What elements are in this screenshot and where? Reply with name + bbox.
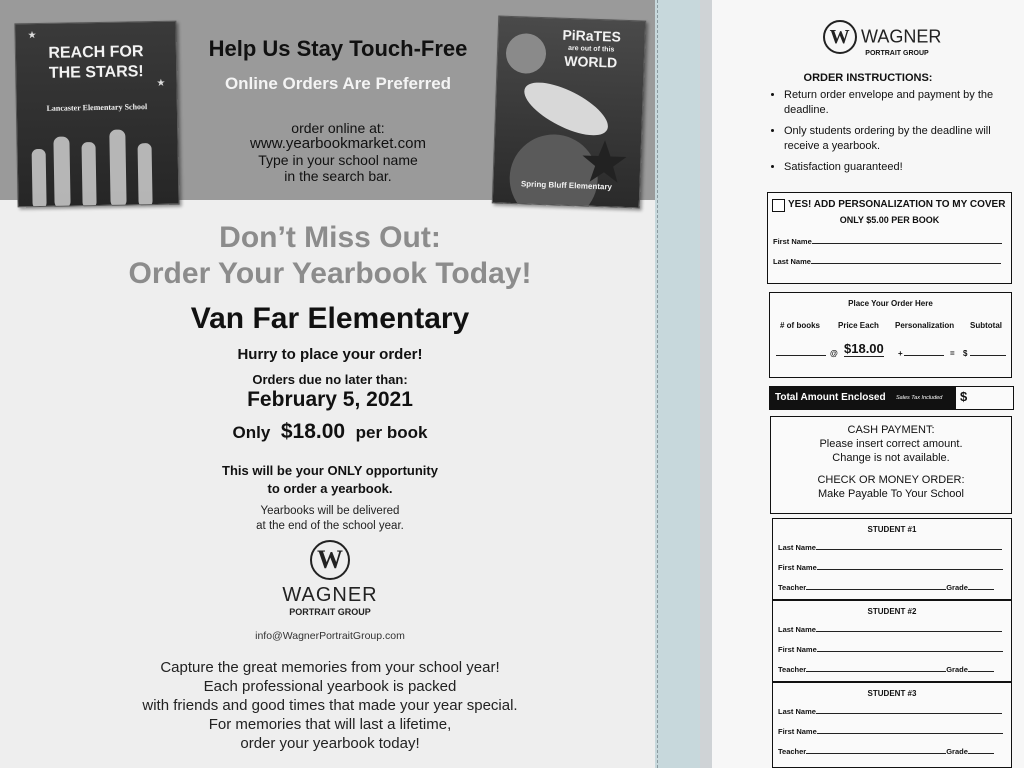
only-opportunity [30,462,630,498]
price-line [30,420,630,444]
student-last-name-field[interactable] [816,713,1002,714]
headline: Help Us Stay Touch-Free [208,36,468,61]
per-book-label: per book [355,423,428,442]
student-last-name-field[interactable] [816,549,1002,550]
cash-line: Change is not available. [832,452,950,464]
col-personalization: Personalization [895,321,955,330]
plus-sign: + [898,349,903,358]
student-last-name-row [778,707,1002,716]
cash-title: CASH PAYMENT: [847,424,935,436]
capture-line: with friends and good times that made your year special. [142,697,518,714]
top-banner [0,0,655,200]
teacher-label: Teacher [778,583,807,592]
due-date: February 5, 2021 [247,388,413,411]
subheadline: Online Orders Are Preferred [224,74,452,93]
student-box [772,600,1012,682]
order-today-line: Order Your Yearbook Today! [128,257,532,290]
student-box [772,518,1012,600]
books-field[interactable] [776,345,826,356]
school-name: Van Far Elementary [190,302,470,335]
cash-line: Please insert correct amount. [819,438,963,450]
price-each-value: $18.00 [844,341,884,356]
logo-subtext: PORTRAIT GROUP [289,607,371,617]
form-wagner-logo [812,20,952,57]
order-url: www.yearbookmarket.com [250,135,426,152]
online-instructions [186,120,490,184]
student-first-name-row [778,563,1003,572]
capture-line: For memories that will last a lifetime, [208,716,452,733]
total-dollar: $ [960,389,968,404]
student-first-name-field[interactable] [817,733,1003,734]
student-teacher-row [778,583,994,592]
teacher-label: Teacher [778,665,807,674]
teacher-field[interactable] [806,753,946,754]
instruction-item: • Only students ordering by the deadline will receive a yearbook. [784,124,1024,154]
subtotal-field[interactable] [970,345,1006,356]
teacher-label: Teacher [778,747,807,756]
instructions-title: ORDER INSTRUCTIONS: [803,72,933,84]
only-opportunity-line: This will be your ONLY opportunity [222,463,438,478]
personalization-price: ONLY $5.00 PER BOOK [839,215,940,225]
personalization-checkbox[interactable] [772,199,785,212]
last-name-label: Last Name [778,707,816,716]
student-teacher-row [778,747,994,756]
order-form [712,0,1024,768]
capture-line: order your yearbook today! [240,735,420,752]
yearbook-cover-right [492,15,646,208]
cover-left-title: REACH FOR THE STARS! [48,43,144,82]
star-icon: ★ [27,30,37,42]
place-order-box [769,292,1012,378]
instruction-line: Type in your school name [258,152,418,168]
form-logo-text: WAGNER [861,26,942,47]
cover-right-school: Spring Bluff Elementary [520,179,613,192]
check-title: CHECK OR MONEY ORDER: [817,474,965,486]
sales-tax-note: Sales Tax Included [896,395,943,401]
grade-label: Grade [946,583,968,592]
first-name-field[interactable] [812,243,1002,244]
student-title: STUDENT #3 [867,689,917,698]
instruction-item: • Satisfaction guaranteed! [784,160,1024,175]
delivery-line: at the end of the school year. [256,520,404,532]
student-first-name-field[interactable] [817,651,1003,652]
personalization-title: YES! ADD PERSONALIZATION TO MY COVER [788,199,1006,210]
last-name-label: Last Name [778,543,816,552]
grade-field[interactable] [968,671,994,672]
grade-label: Grade [946,665,968,674]
first-name-label: First Name [778,727,817,736]
student-first-name-field[interactable] [817,569,1003,570]
capture-line: Capture the great memories from your school year! [160,659,500,676]
instruction-line: in the search bar. [284,168,392,184]
dont-miss-line: Don’t Miss Out: [219,221,441,254]
last-name-field[interactable] [811,263,1001,264]
only-label: Only [232,423,271,442]
student-last-name-row [778,543,1002,552]
student-title: STUDENT #1 [867,525,917,534]
last-name-label: Last Name [773,257,811,266]
grade-field[interactable] [968,753,994,754]
instructions-list [770,88,1024,175]
student-first-name-row [778,645,1003,654]
first-name-label: First Name [773,237,812,246]
only-opportunity-line: to order a yearbook. [267,481,393,496]
col-price: Price Each [838,321,879,330]
student-first-name-row [778,727,1003,736]
cover-right-title-2: are out of this [567,44,615,54]
cover-right-title-3: WORLD [564,52,618,71]
first-name-label: First Name [778,563,817,572]
payment-box [770,416,1012,514]
wagner-logo [280,540,380,617]
last-name-label: Last Name [778,625,816,634]
contact-email: info@WagnerPortraitGroup.com [255,630,405,642]
at-sign: @ [830,349,838,358]
place-order-title: Place Your Order Here [848,299,933,308]
raised-hands-art [17,117,179,208]
student-title: STUDENT #2 [867,607,917,616]
logo-text: WAGNER [282,584,378,606]
perforation-line [657,0,658,768]
delivery-line: Yearbooks will be delivered [260,505,400,517]
cover-right-title: PiRaTES [562,26,622,45]
due-label: Orders due no later than: [252,372,408,387]
w-logo-icon: W [823,20,857,54]
total-label-bar [770,387,956,409]
check-line: Make Payable To Your School [818,488,964,500]
teacher-field[interactable] [806,589,946,590]
student-teacher-row [778,665,994,674]
total-label: Total Amount Enclosed [775,392,886,403]
instruction-item: • Return order envelope and payment by the deadline. [784,88,1024,118]
personalization-box [767,192,1012,284]
yearbook-cover-left [14,21,179,208]
student-last-name-field[interactable] [816,631,1002,632]
grade-label: Grade [946,747,968,756]
equals-sign: = [950,349,955,358]
capture-text [30,658,630,753]
personalization-field[interactable] [904,345,944,356]
col-books: # of books [780,321,821,330]
star-icon: ★ [156,77,166,89]
envelope-flap [655,0,700,768]
first-name-row [773,237,1002,246]
total-box [769,386,1014,410]
order-online-label: order online at: [291,120,385,136]
cover-left-school: Lancaster Elementary School [46,102,148,113]
w-logo-icon: W [310,540,350,580]
delivery-note [30,504,630,534]
student-box [772,682,1012,768]
student-last-name-row [778,625,1002,634]
grade-field[interactable] [968,589,994,590]
hurry-text: Hurry to place your order! [237,346,423,363]
last-name-row [773,257,1001,266]
price-value: $18.00 [280,420,346,443]
subtotal-dollar: $ [963,349,968,358]
capture-line: Each professional yearbook is packed [203,678,457,695]
dont-miss-heading [30,220,630,292]
first-name-label: First Name [778,645,817,654]
form-logo-subtext: PORTRAIT GROUP [865,50,929,57]
col-subtotal: Subtotal [970,321,1002,330]
teacher-field[interactable] [806,671,946,672]
